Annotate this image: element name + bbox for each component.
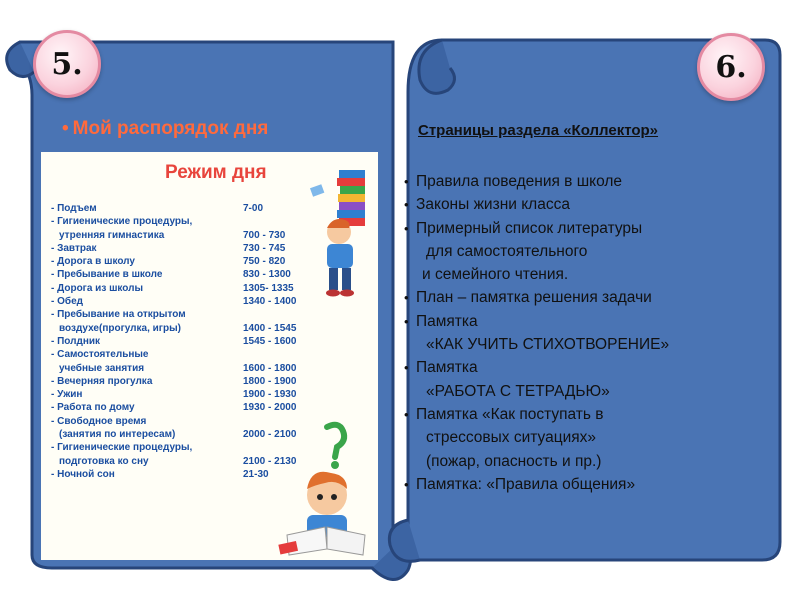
schedule-time: 2100 - 2130 [243, 455, 297, 467]
schedule-time: 7-00 [243, 203, 264, 214]
list-item-text: «КАК УЧИТЬ СТИХОТВОРЕНИЕ» [426, 336, 670, 354]
schedule-time: 1340 - 1400 [243, 296, 297, 308]
schedule-activity: - Вечерняя прогулка [51, 375, 153, 387]
schedule-activity: - Гигиенические процедуры, [51, 216, 193, 228]
schedule-activity: - Полдник [51, 335, 101, 347]
bullet-icon: • [404, 406, 409, 422]
badge-number-6: 6. [697, 33, 765, 101]
list-item-text: Примерный список литературы [416, 219, 643, 237]
collector-pages-list [404, 170, 754, 496]
schedule-time: 730 - 745 [243, 242, 286, 254]
list-item-text: «РАБОТА С ТЕТРАДЬЮ» [426, 382, 610, 400]
list-item [404, 473, 754, 496]
schedule-activity: - Завтрак [51, 242, 97, 254]
list-item-text: Памятка [416, 312, 478, 330]
list-item [404, 217, 754, 240]
schedule-activity: - Дорога в школу [51, 256, 135, 268]
left-heading-text: Мой распорядок дня [72, 118, 269, 139]
list-item-text: (пожар, опасность и пр.) [426, 452, 602, 470]
right-title: Страницы раздела «Коллектор» [418, 122, 659, 139]
list-item [404, 170, 754, 193]
list-item-continuation [404, 450, 754, 473]
schedule-activity: (занятия по интересам) [59, 429, 176, 441]
schedule-time: 21-30 [243, 468, 269, 480]
schedule-card-title: Режим дня [165, 162, 267, 183]
schedule-activity: подготовка ко сну [59, 455, 149, 467]
schedule-time: 1400 - 1545 [243, 322, 297, 334]
schedule-row [51, 401, 381, 414]
schedule-row [51, 308, 381, 321]
list-item-text: Законы жизни класса [416, 196, 570, 214]
schedule-time: 1305- 1335 [243, 282, 294, 294]
schedule-activity: - Ужин [51, 389, 83, 401]
schedule-time: 1900 - 1930 [243, 389, 297, 401]
left-heading [62, 118, 382, 140]
schedule-time: 700 - 730 [243, 229, 286, 241]
schedule-row [51, 362, 381, 375]
list-item-continuation [404, 426, 754, 449]
schedule-row [51, 375, 381, 388]
schedule-time: 1800 - 1900 [243, 375, 297, 387]
schedule-activity: - Свободное время [51, 415, 147, 427]
schedule-time: 2000 - 2100 [243, 429, 297, 441]
list-item-continuation [404, 240, 754, 263]
schedule-activity: - Подъем [51, 203, 97, 214]
list-item-text: План – памятка решения задачи [416, 289, 652, 307]
list-item-text: Памятка «Как поступать в [416, 405, 604, 423]
schedule-row [51, 335, 381, 348]
list-item-text: стрессовых ситуациях» [426, 429, 596, 447]
schedule-activity: - Обед [51, 296, 83, 308]
schedule-time: 1930 - 2000 [243, 402, 297, 414]
schedule-time: 830 - 1300 [243, 269, 291, 281]
schedule-card [41, 152, 378, 560]
list-item-text: Правила поведения в школе [416, 173, 623, 190]
bullet-icon: • [404, 220, 409, 236]
list-item [404, 193, 754, 216]
schedule-time: 750 - 820 [243, 256, 286, 268]
schedule-row [51, 348, 381, 361]
boy-reading-icon [277, 417, 377, 557]
bullet-icon: • [404, 174, 409, 189]
list-item-text: для самостоятельного [426, 242, 588, 260]
schedule-activity: - Пребывание на открытом [51, 309, 186, 321]
list-item-continuation [404, 333, 754, 356]
schedule-activity: - Гигиенические процедуры, [51, 442, 193, 454]
schedule-activity: - Работа по дому [51, 402, 135, 414]
list-item [404, 286, 754, 309]
boy-with-books-icon [309, 166, 379, 306]
bullet-icon: • [404, 197, 409, 213]
schedule-activity: - Пребывание в школе [51, 269, 163, 281]
schedule-activity: - Самостоятельные [51, 349, 149, 361]
schedule-row [51, 322, 381, 335]
list-item-text: и семейного чтения. [422, 266, 569, 284]
schedule-activity: - Ночной сон [51, 468, 115, 480]
list-item-text: Памятка [416, 359, 478, 377]
schedule-activity: - Дорога из школы [51, 282, 144, 294]
schedule-time: 1545 - 1600 [243, 335, 297, 347]
list-item-text: Памятка: «Правила общения» [416, 475, 636, 493]
list-item [404, 310, 754, 333]
list-item-continuation [404, 263, 754, 286]
schedule-activity: учебные занятия [59, 362, 145, 374]
list-item [404, 356, 754, 379]
bullet-icon: • [404, 290, 409, 306]
badge-number-5: 5. [33, 30, 101, 98]
bullet-icon: • [404, 360, 409, 376]
list-item [404, 403, 754, 426]
schedule-activity: воздухе(прогулка, игры) [59, 322, 181, 334]
schedule-time: 1600 - 1800 [243, 362, 297, 374]
schedule-row [51, 388, 381, 401]
bullet-icon: • [62, 118, 69, 139]
schedule-activity: утренняя гимнастика [59, 229, 165, 241]
bullet-icon: • [404, 476, 409, 492]
bullet-icon: • [404, 313, 409, 329]
list-item-continuation [404, 380, 754, 403]
